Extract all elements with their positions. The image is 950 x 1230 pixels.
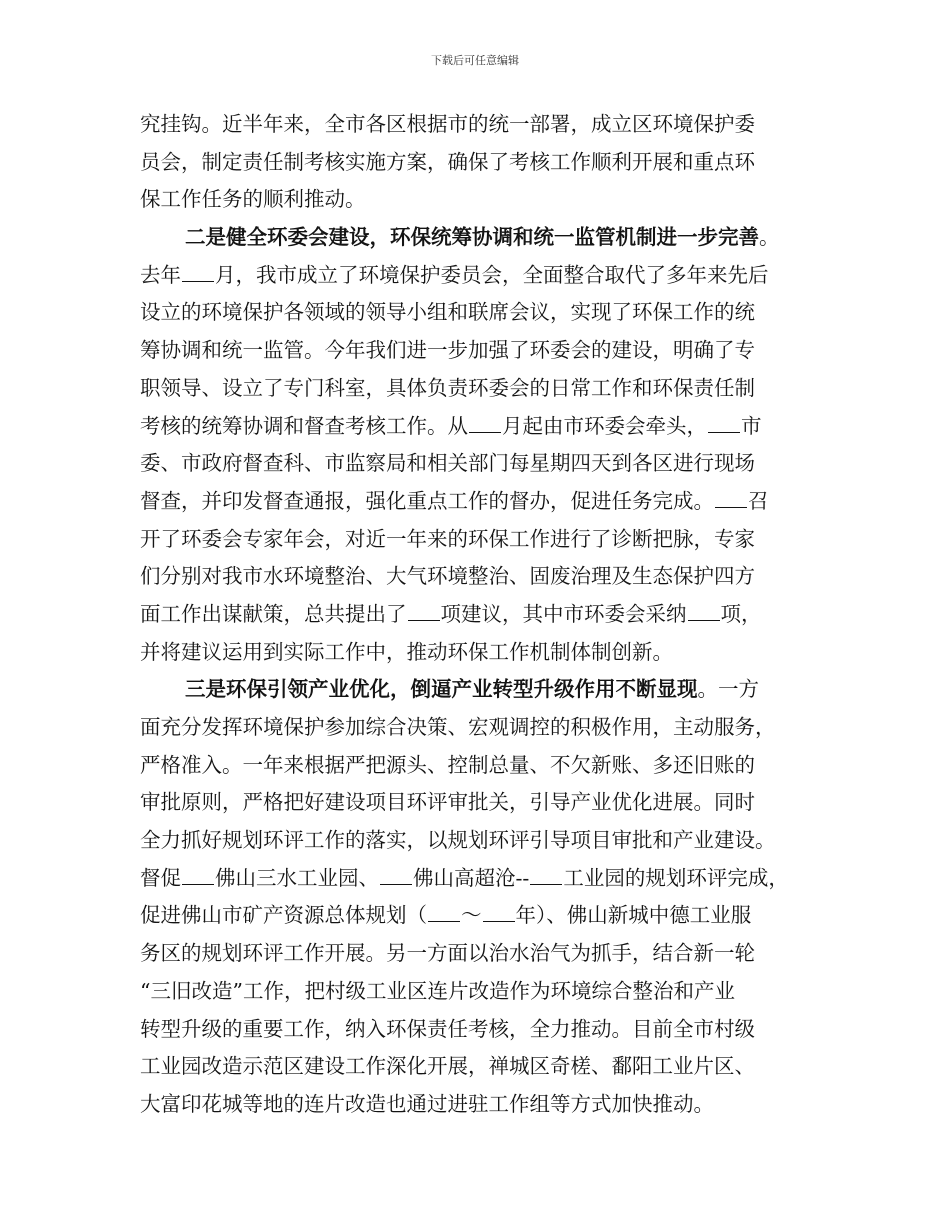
text-run: 项，	[720, 601, 762, 626]
text-run: ～	[461, 903, 482, 928]
fill-in-blank	[182, 263, 214, 282]
fill-in-blank	[483, 903, 515, 922]
text-run: 月，我市成立了环境保护委员会，全面整合取代了多年来先后	[215, 262, 769, 287]
section-heading-line	[140, 219, 818, 257]
fill-in-blank	[380, 866, 412, 885]
paragraph-line: 严格准入。一年来根据严把源头、控制总量、不欠新账、多还旧账的	[140, 752, 755, 777]
paragraph-line: 究挂钩。近半年来，全市各区根据市的统一部署，成立区环境保护委	[140, 112, 755, 136]
text-run: 项建议，其中市环委会采纳	[440, 601, 687, 626]
paragraph-line: 职领导、设立了专门科室，具体负责环委会的日常工作和环保责任制	[140, 375, 755, 400]
paragraph-line	[140, 596, 818, 634]
text-run: 督查，并印发督查通报，强化重点工作的督办，促进任务完成。	[140, 488, 714, 513]
text-run: 去年	[140, 262, 181, 287]
paragraph-line: 大富印花城等地的连片改造也通过进驻工作组等方式加快推动。	[140, 1091, 714, 1116]
heading-tail: 。一方	[697, 677, 759, 702]
text-run: 督促	[140, 865, 181, 890]
text-run: 市	[741, 413, 762, 438]
paragraph-line: 员会，制定责任制考核实施方案，确保了考核工作顺利开展和重点环	[140, 149, 755, 174]
section-heading-3: 三是环保引领产业优化，倒逼产业转型升级作用不断显现	[185, 677, 698, 702]
paragraph-line	[140, 408, 818, 446]
text-run: 召	[748, 488, 769, 513]
text-run: 年）、佛山新城中德工业服	[515, 903, 752, 928]
text-run: 促进佛山市矿产资源总体规划（	[140, 903, 427, 928]
text-run: 佛山三水工业园、	[215, 865, 379, 890]
paragraph-line: 面充分发挥环境保护参加综合决策、宏观调控的积极作用，主动服务，	[140, 715, 776, 739]
paragraph-line: 工业园改造示范区建设工作深化开展，禅城区奇槎、鄱阳工业片区、	[140, 1054, 755, 1079]
paragraph-line: 开了环委会专家年会，对近一年来的环保工作进行了诊断把脉，专家	[140, 526, 755, 551]
text-run: 面工作出谋献策，总共提出了	[140, 601, 407, 626]
text-run: 佛山高超沧--	[413, 865, 530, 890]
paragraph-line	[140, 897, 818, 935]
fill-in-blank	[428, 903, 460, 922]
fill-in-blank	[708, 414, 740, 433]
heading-tail: 。	[759, 225, 780, 250]
text-run: 考核的统筹协调和督查考核工作。从	[140, 413, 468, 438]
paragraph-line: 委、市政府督查科、市监察局和相关部门每星期四天到各区进行现场	[140, 451, 755, 476]
paragraph-line: 审批原则，严格把好建设项目环评审批关，引导产业优化进展。同时	[140, 790, 755, 815]
document-body	[140, 106, 818, 1124]
fill-in-blank	[469, 414, 501, 433]
fill-in-blank	[530, 866, 562, 885]
paragraph-line: 转型升级的重要工作，纳入环保责任考核，全力推动。目前全市村级	[140, 1016, 755, 1041]
paragraph-line: “三旧改造”工作，把村级工业区连片改造作为环境综合整治和产业	[140, 978, 735, 1003]
paragraph-line: 务区的规划环评工作开展。另一方面以治水治气为抓手，结合新一轮	[140, 941, 755, 966]
page-header: 下载后可任意编辑	[431, 54, 519, 67]
paragraph-line: 并将建议运用到实际工作中，推动环保工作机制体制创新。	[140, 639, 673, 664]
fill-in-blank	[688, 602, 720, 621]
section-heading-2: 二是健全环委会建设，环保统筹协调和统一监管机制进一步完善	[185, 225, 759, 250]
paragraph-line: 设立的环境保护各领域的领导小组和联席会议，实现了环保工作的统	[140, 300, 755, 325]
paragraph-line	[140, 860, 818, 898]
fill-in-blank	[715, 489, 747, 508]
section-heading-line	[140, 671, 818, 709]
paragraph-line: 保工作任务的顺利推动。	[140, 187, 366, 212]
fill-in-blank	[408, 602, 440, 621]
text-run: 工业园的规划环评完成，	[563, 865, 789, 890]
paragraph-line: 筹协调和统一监管。今年我们进一步加强了环委会的建设，明确了专	[140, 338, 755, 363]
paragraph-line	[140, 483, 818, 521]
paragraph-line	[140, 257, 818, 295]
paragraph-line: 全力抓好规划环评工作的落实，以规划环评引导项目审批和产业建设。	[140, 828, 776, 853]
text-run: 月起由市环委会牵头，	[502, 413, 707, 438]
paragraph-line: 们分别对我市水环境整治、大气环境整治、固废治理及生态保护四方	[140, 564, 755, 589]
fill-in-blank	[182, 866, 214, 885]
